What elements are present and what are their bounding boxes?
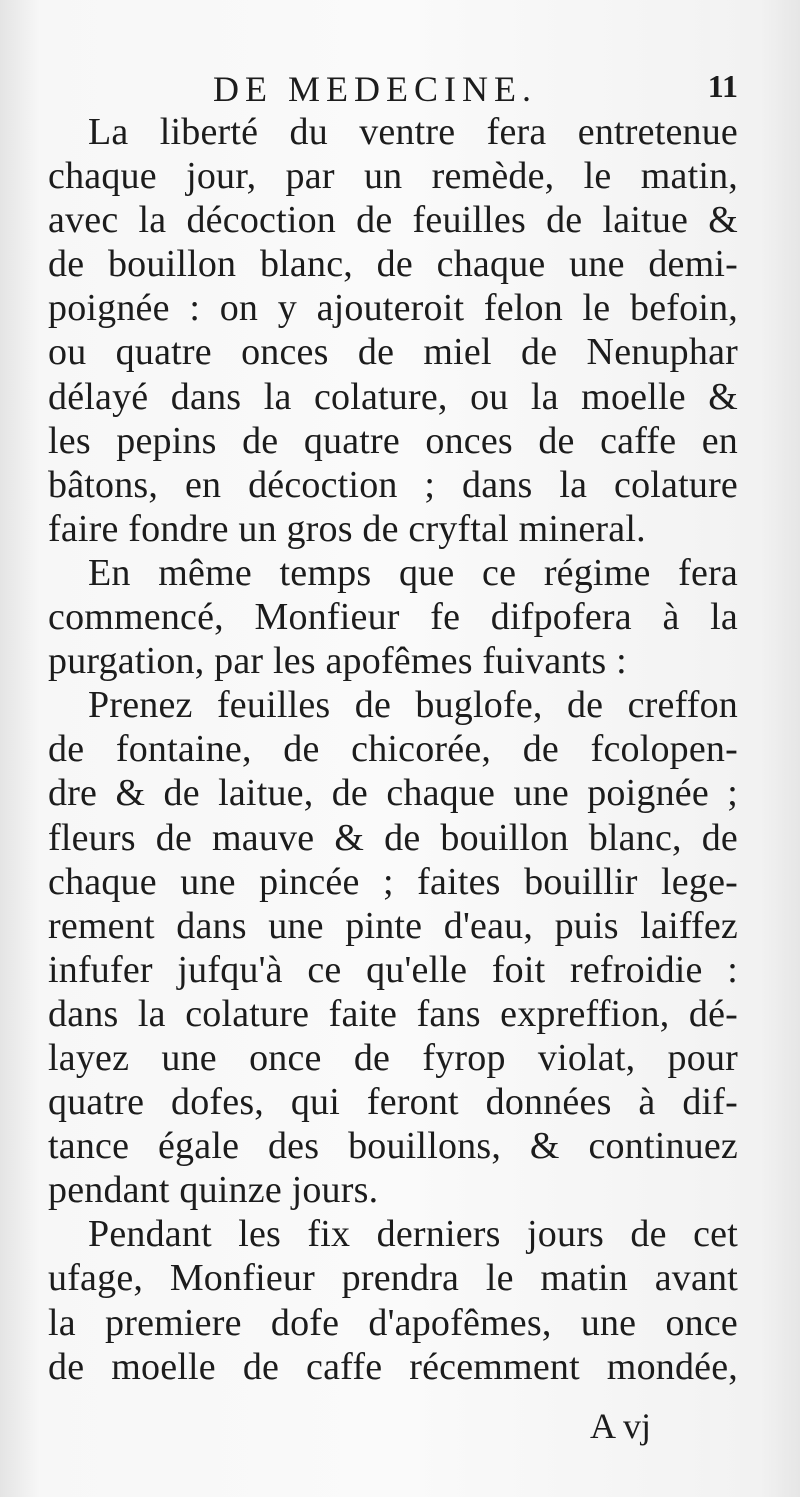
text-line: poignée : on y ajouteroit felon le befoin, <box>48 287 738 330</box>
text-line: faire fondre un gros de cryftal mineral. <box>48 507 646 550</box>
text-line: ou quatre onces de miel de Nenuphar <box>48 331 738 374</box>
text-line: quatre dofes, qui feront données à dif- <box>48 1081 738 1124</box>
text-line: En même temps que ce régime fera <box>88 551 738 594</box>
text-line: purgation, par les apofêmes fuivants : <box>48 640 627 683</box>
text-line: infufer jufqu'à ce qu'elle foit refroidie : <box>48 948 738 991</box>
text-line: tance égale des bouillons, & continuez <box>48 1125 738 1168</box>
text-line: layez une once de fyrop violat, pour <box>48 1036 738 1079</box>
text-line: de bouillon blanc, de chaque une demi- <box>48 243 738 286</box>
text-line: de moelle de caffe récemment mondée, <box>48 1345 738 1388</box>
text-line: pendant quinze jours. <box>48 1169 379 1212</box>
text-line: dans la colature faite fans expreffion, dé- <box>48 992 738 1035</box>
text-line: délayé dans la colature, ou la moelle & <box>48 375 738 418</box>
text-line: avec la décoction de feuilles de laitue & <box>48 199 738 242</box>
signature-mark: A vj <box>590 1406 652 1446</box>
text-line: chaque une pincée ; faites bouillir lege- <box>48 860 738 903</box>
text-line: Pendant les fix derniers jours de cet <box>88 1213 738 1256</box>
text-line: fleurs de mauve & de bouillon blanc, de <box>48 816 738 859</box>
text-line: rement dans une pinte d'eau, puis laiffez <box>48 904 738 947</box>
text-line: La liberté du ventre fera entretenue <box>88 111 738 153</box>
text-line: les pepins de quatre onces de caffe en <box>48 419 738 462</box>
text-line: la premiere dofe d'apofêmes, une once <box>48 1301 738 1344</box>
page-number: 11 <box>707 68 738 104</box>
page-header <box>48 68 738 108</box>
text-line: Prenez feuilles de buglofe, de creffon <box>88 684 738 727</box>
text-line: bâtons, en décoction ; dans la colature <box>48 463 738 506</box>
text-line: ufage, Monfieur prendra le matin avant <box>48 1257 738 1300</box>
text-line: commencé, Monfieur fe difpofera à la <box>48 596 738 639</box>
body-text <box>48 110 738 1389</box>
text-line: chaque jour, par un remède, le matin, <box>48 155 738 198</box>
running-head: DE MEDECINE. <box>213 69 537 109</box>
text-line: dre & de laitue, de chaque une poignée ; <box>48 772 738 815</box>
text-line: de fontaine, de chicorée, de fcolopen- <box>48 728 738 771</box>
